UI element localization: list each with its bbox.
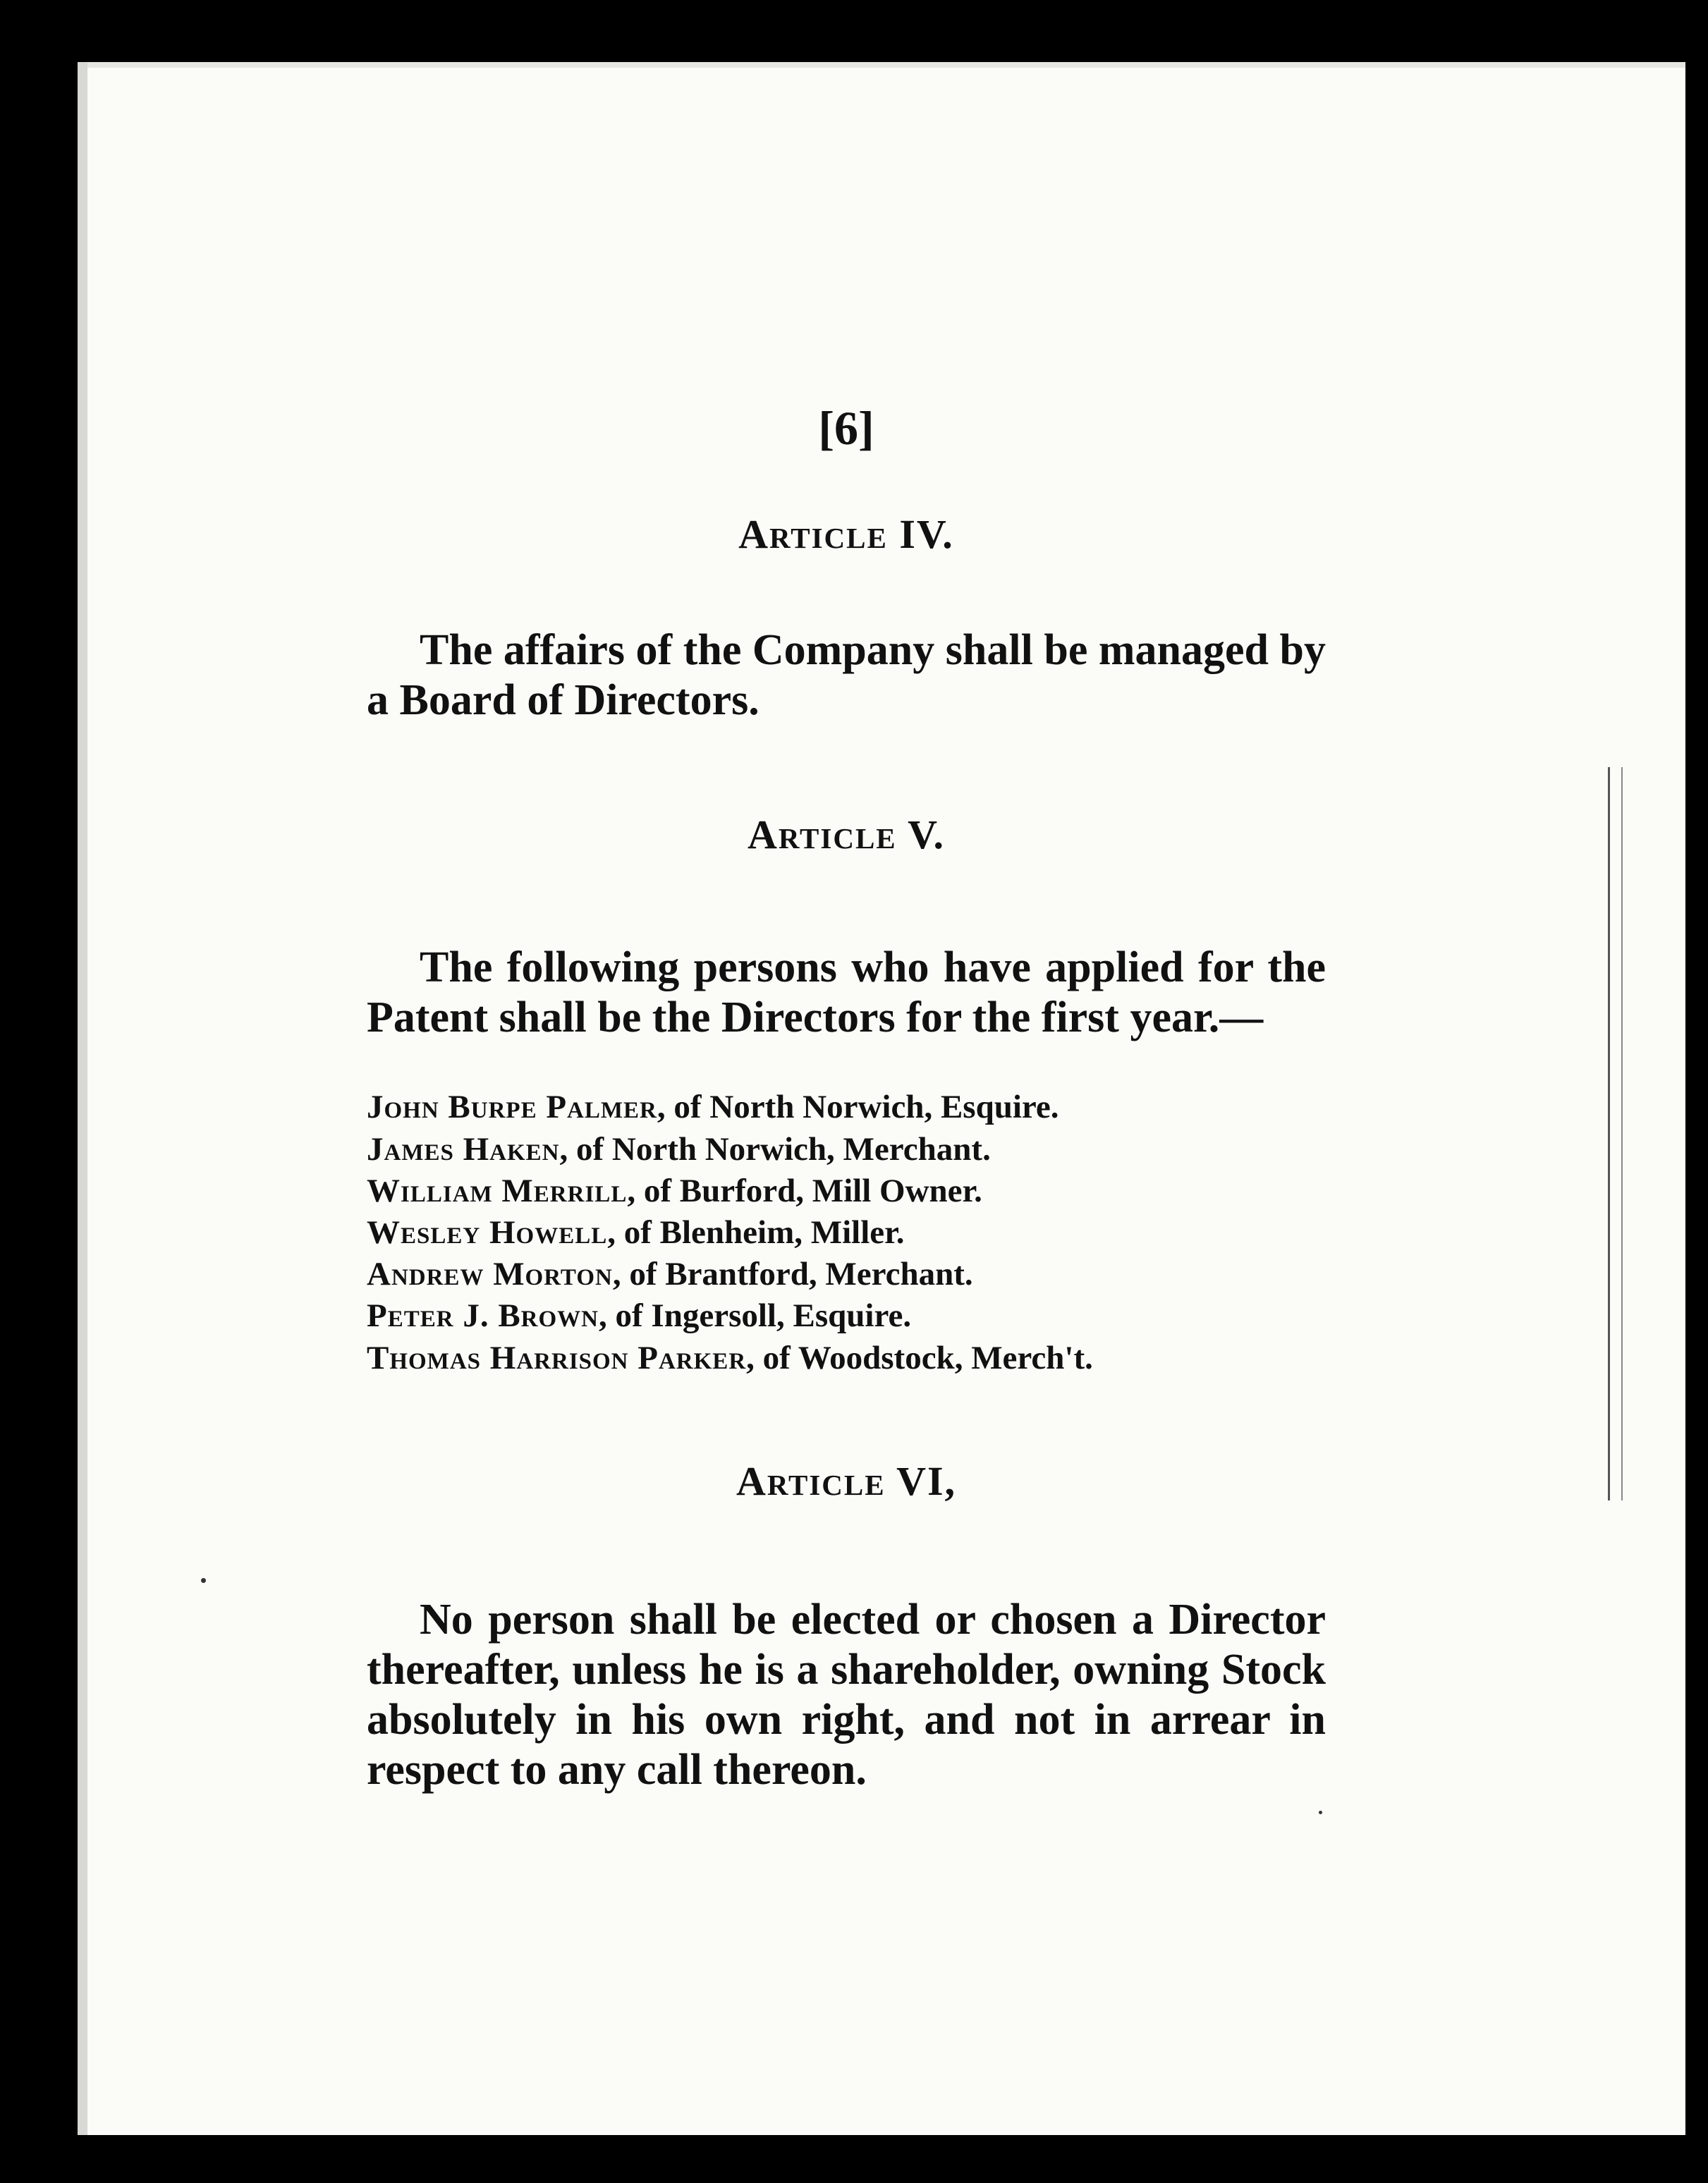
page-text xyxy=(367,341,1326,1796)
director-detail: , of Ingersoll, Esquire. xyxy=(599,1297,912,1335)
director-name: John Burpe Palmer xyxy=(367,1089,657,1126)
director-detail: , of Blenheim, Miller. xyxy=(607,1214,905,1252)
document-page xyxy=(78,62,1685,2135)
article-iv-text: The affairs of the Company shall be managed by a Board of Directors. xyxy=(367,625,1326,724)
directors-list xyxy=(367,1087,1326,1379)
director-entry xyxy=(367,1295,1326,1337)
director-detail: , of Brantford, Merchant. xyxy=(612,1256,973,1293)
article-iv-heading: Article IV. xyxy=(738,511,954,557)
director-entry xyxy=(367,1254,1326,1295)
director-entry xyxy=(367,1087,1326,1128)
article-vi-heading: Article VI, xyxy=(736,1457,957,1504)
ink-speck xyxy=(1319,1811,1322,1814)
director-entry xyxy=(367,1338,1326,1379)
director-name: James Haken xyxy=(367,1130,560,1168)
page-number: [6] xyxy=(818,401,874,455)
director-detail: , of Woodstock, Merch't. xyxy=(746,1339,1093,1376)
director-name: Peter J. Brown xyxy=(367,1297,599,1335)
director-entry xyxy=(367,1170,1326,1212)
article-v-heading: Article V. xyxy=(747,812,946,858)
ink-speck xyxy=(201,1578,206,1583)
director-detail: , of North Norwich, Esquire. xyxy=(657,1089,1059,1126)
director-name: William Merrill xyxy=(367,1172,628,1209)
director-entry xyxy=(367,1212,1326,1254)
director-detail: , of Burford, Mill Owner. xyxy=(627,1172,982,1209)
director-name: Wesley Howell xyxy=(367,1214,608,1252)
director-detail: , of North Norwich, Merchant. xyxy=(559,1130,991,1168)
article-v-text: The following persons who have applied for the Patent shall be the Directors for the first year.— xyxy=(367,943,1326,1042)
director-entry xyxy=(367,1129,1326,1170)
director-name: Andrew Morton xyxy=(367,1256,613,1293)
binding-crease xyxy=(1608,767,1623,1500)
director-name: Thomas Harrison Parker xyxy=(367,1339,747,1376)
article-vi-text: No person shall be elected or chosen a Director thereafter, unless he is a shareholder, owning Stock absolutely in his own right, and not in arrear in respect to any call thereon. xyxy=(367,1595,1326,1794)
